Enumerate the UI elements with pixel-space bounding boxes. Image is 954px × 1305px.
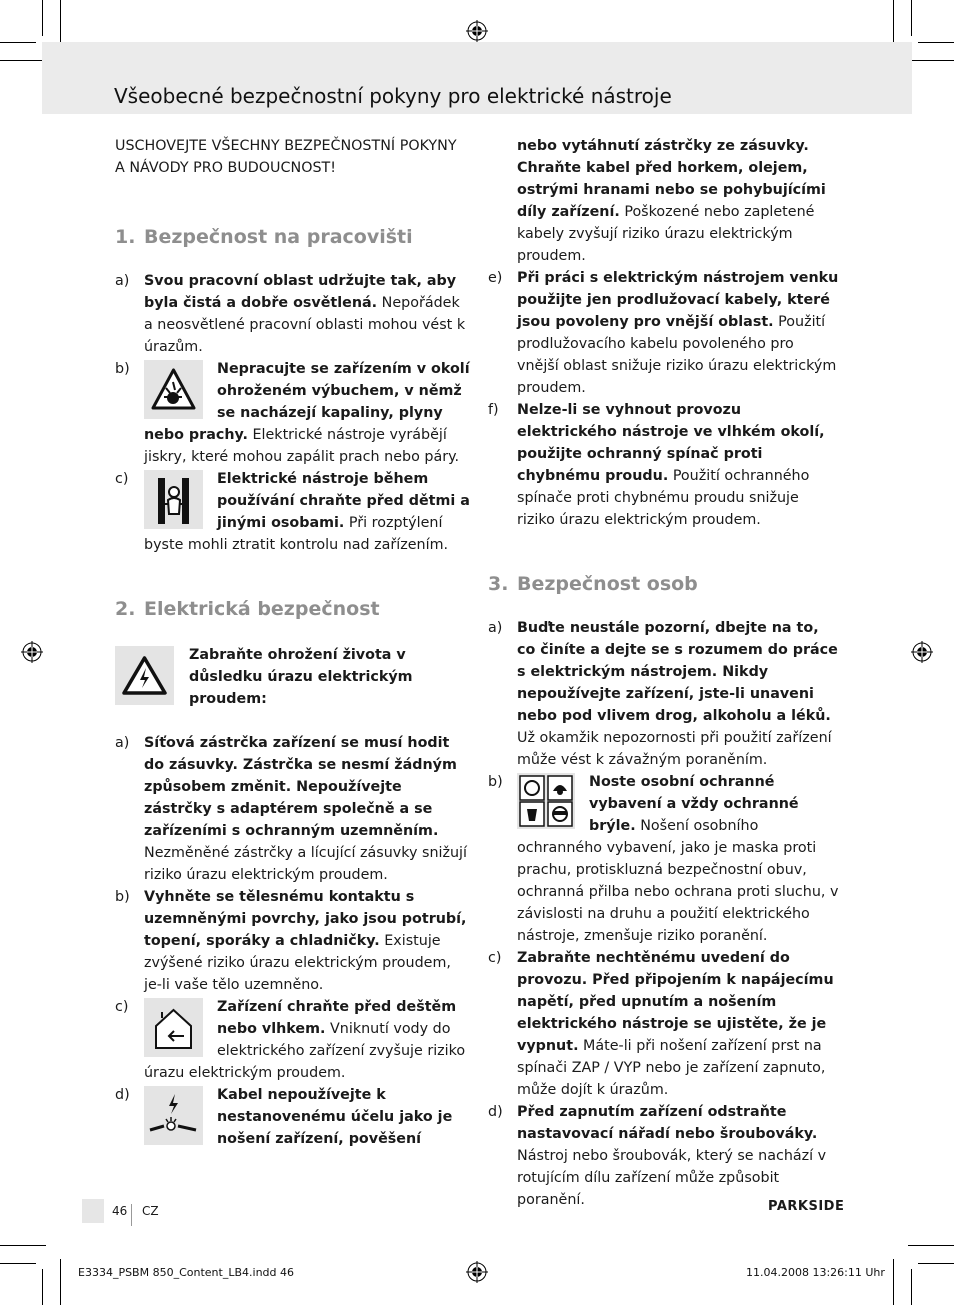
item-text: Máte-li při nošení zařízení prst na spínači ZAP / VYP nebo je zařízení zapnuto, může dojít k úrazům. bbox=[517, 1038, 826, 1098]
list-item-2d-continued bbox=[488, 135, 840, 267]
item-bold-text: Elektrické nástroje během používání chraňte před dětmi a jinými osobami. bbox=[217, 471, 470, 531]
registration-mark-icon bbox=[466, 20, 488, 42]
item-text: Elektrické nástroje vyrábějí jiskry, které mohou zapálit prach nebo páry. bbox=[144, 427, 460, 465]
section-title: Elektrická bezpečnost bbox=[144, 598, 380, 620]
crop-mark bbox=[60, 0, 61, 46]
list-item-2d bbox=[115, 1084, 470, 1150]
crop-mark bbox=[60, 1259, 61, 1305]
item-label: c) bbox=[488, 950, 502, 966]
page-number: 46 bbox=[112, 1204, 128, 1218]
list-item-2b bbox=[115, 886, 470, 996]
left-column bbox=[115, 135, 470, 1150]
item-label: e) bbox=[488, 270, 503, 286]
section-number: 2. bbox=[115, 598, 136, 620]
protect-from-moisture-icon bbox=[144, 998, 203, 1057]
item-bold-text: Zařízení chraňte před deštěm nebo vlhkem. bbox=[217, 999, 457, 1037]
list-item-3b bbox=[488, 771, 840, 947]
intro-line: A NÁVODY PRO BUDOUCNOST! bbox=[115, 160, 336, 176]
intro-notice bbox=[115, 135, 470, 179]
section-title: Bezpečnost osob bbox=[517, 573, 698, 595]
crop-mark bbox=[893, 0, 894, 46]
keep-bystanders-away-icon bbox=[144, 470, 203, 529]
item-label: d) bbox=[115, 1087, 130, 1103]
list-item-3c bbox=[488, 947, 840, 1101]
item-bold-text: Nepracujte se zařízením v okolí ohroženém výbuchem, v němž se nacházejí kapaliny, plyny nebo prachy. bbox=[144, 361, 470, 443]
page-title: Všeobecné bezpečnostní pokyny pro elektrické nástroje bbox=[114, 84, 672, 108]
crop-mark bbox=[42, 0, 43, 36]
item-label: d) bbox=[488, 1104, 503, 1120]
explosion-hazard-icon bbox=[144, 360, 203, 419]
item-text: Vniknutí vody do elektrického zařízení zvyšuje riziko úrazu elektrickým proudem. bbox=[144, 1021, 466, 1081]
item-text: Existuje zvýšené riziko úrazu elektrickým proudem, je-li vaše tělo uzemněno. bbox=[144, 933, 451, 993]
registration-mark-icon bbox=[911, 641, 933, 663]
item-bold-text: Nelze-li se vyhnout provozu elektrického nástroje ve vlhkém okolí, použijte ochranný spínač proti chybnému proudu. bbox=[517, 402, 825, 484]
item-text: Poškozené nebo zapletené kabely zvyšují riziko úrazu elektrickým proudem. bbox=[517, 204, 815, 264]
crop-mark bbox=[0, 1263, 36, 1264]
item-text: Už okamžik nepozornosti při použití zařízení může vést k závažným poraněním. bbox=[517, 730, 832, 768]
crop-mark bbox=[42, 1269, 43, 1305]
list-item-2e bbox=[488, 267, 840, 399]
list-item-1a bbox=[115, 270, 470, 358]
item-label: a) bbox=[488, 620, 503, 636]
item-bold-text: Před zapnutím zařízení odstraňte nastavovací nářadí nebo šroubováky. bbox=[517, 1104, 818, 1142]
item-bold-text: Buďte neustále pozorní, dbejte na to, co činíte a dejte se s rozumem do práce s elektrickým nástrojem. Nikdy nepoužívejte zařízení, jste-li unaveni nebo pod vlivem drog, alkoholu a léků. bbox=[517, 620, 838, 724]
registration-mark-icon bbox=[21, 641, 43, 663]
list-item-3a bbox=[488, 617, 840, 771]
item-text: Použití ochranného spínače proti chybnému proudu snižuje riziko úrazu elektrickým proudem. bbox=[517, 468, 810, 528]
list-item-2f bbox=[488, 399, 840, 531]
item-bold-text: Svou pracovní oblast udržujte tak, aby byla čistá a dobře osvětlená. bbox=[144, 273, 457, 311]
electric-hazard-icon bbox=[115, 646, 174, 705]
section-number: 3. bbox=[488, 573, 509, 595]
slug-timestamp: 11.04.2008 13:26:11 Uhr bbox=[746, 1266, 885, 1279]
crop-mark bbox=[918, 42, 954, 43]
crop-mark bbox=[911, 0, 912, 36]
item-bold-text: Noste osobní ochranné vybavení a vždy ochranné brýle. bbox=[589, 774, 799, 834]
item-label: c) bbox=[115, 471, 129, 487]
list-item-1c bbox=[115, 468, 470, 556]
protective-equipment-icon bbox=[517, 773, 575, 829]
intro-line: USCHOVEJTE VŠECHNY BEZPEČNOSTNÍ POKYNY bbox=[115, 138, 457, 154]
item-label: a) bbox=[115, 273, 130, 289]
crop-mark bbox=[908, 1245, 954, 1246]
item-label: f) bbox=[488, 402, 499, 418]
item-label: b) bbox=[115, 889, 130, 905]
item-text: Nástroj nebo šroubovák, který se nachází v rotujícím dílu zařízení může způsobit poranění. bbox=[517, 1148, 827, 1208]
electric-warning bbox=[115, 644, 470, 710]
crop-mark bbox=[0, 1245, 46, 1246]
item-label: b) bbox=[115, 361, 130, 377]
item-bold-text: Zabraňte nechtěnému uvedení do provozu. Před připojením k napájecímu napětí, před upnutím a nošením elektrického nástroje se ujistěte, že je vypnut. bbox=[517, 950, 834, 1054]
item-text: Při rozptýlení byste mohli ztratit kontrolu nad zařízením. bbox=[144, 515, 449, 553]
section-heading-2 bbox=[115, 596, 470, 622]
item-text: Nezměněné zástrčky a lícující zásuvky snižují riziko úrazu elektrickým proudem. bbox=[144, 845, 467, 883]
item-bold-text: Síťová zástrčka zařízení se musí hodit do zásuvky. Zástrčka se nesmí žádným způsobem změnit. Nepoužívejte zástrčky s adaptérem společně a se zařízeními s ochranným uzemněním. bbox=[144, 735, 457, 839]
crop-mark bbox=[911, 1269, 912, 1305]
section-number: 1. bbox=[115, 226, 136, 248]
item-label: a) bbox=[115, 735, 130, 751]
section-heading-1 bbox=[115, 224, 470, 250]
registration-mark-icon bbox=[466, 1261, 488, 1283]
warning-text: Zabraňte ohrožení života v důsledku úrazu elektrickým proudem: bbox=[189, 647, 413, 707]
item-bold-text: Kabel nepoužívejte k nestanovenému účelu jako je nošení zařízení, pověšení bbox=[217, 1087, 453, 1147]
right-column bbox=[488, 135, 840, 1211]
item-label: b) bbox=[488, 774, 503, 790]
list-item-3d bbox=[488, 1101, 840, 1211]
section-title: Bezpečnost na pracovišti bbox=[144, 226, 413, 248]
language-code: CZ bbox=[142, 1204, 159, 1218]
brand-logo: PARKSIDE bbox=[768, 1199, 845, 1214]
crop-mark bbox=[0, 42, 36, 43]
crop-mark bbox=[908, 60, 954, 61]
item-text: Nepořádek a neosvětlené pracovní oblasti mohou vést k úrazům. bbox=[144, 295, 466, 355]
list-item-2c bbox=[115, 996, 470, 1084]
crop-mark bbox=[918, 1263, 954, 1264]
damaged-cable-icon bbox=[144, 1086, 203, 1145]
item-bold-text: Při práci s elektrickým nástrojem venku použijte jen prodlužovací kabely, které jsou povoleny pro vnější oblast. bbox=[517, 270, 839, 330]
list-item-2a bbox=[115, 732, 470, 886]
footer-divider bbox=[131, 1204, 132, 1226]
item-bold-text: nebo vytáhnutí zástrčky ze zásuvky. Chraňte kabel před horkem, olejem, ostrými hranami nebo se pohybujícími díly zařízení. bbox=[517, 138, 826, 220]
crop-mark bbox=[893, 1259, 894, 1305]
item-label: c) bbox=[115, 999, 129, 1015]
footer-tab bbox=[82, 1199, 104, 1223]
crop-mark bbox=[0, 60, 46, 61]
slug-filename: E3334_PSBM 850_Content_LB4.indd 46 bbox=[78, 1266, 294, 1279]
section-heading-3 bbox=[488, 571, 840, 597]
item-text: Nošení osobního ochranného vybavení, jako je maska proti prachu, protiskluzná bezpečnostní obuv, ochranná přilba nebo ochrana proti sluchu, v závislosti na druhu a použití elektrického nástroje, zmenšuje riziko poranění. bbox=[517, 818, 839, 944]
item-text: Použití prodlužovacího kabelu povoleného pro vnější oblast snižuje riziko úrazu elektrickým proudem. bbox=[517, 314, 837, 396]
list-item-1b bbox=[115, 358, 470, 468]
item-bold-text: Vyhněte se tělesnému kontaktu s uzemněnými povrchy, jako jsou potrubí, topení, sporáky a chladničky. bbox=[144, 889, 467, 949]
